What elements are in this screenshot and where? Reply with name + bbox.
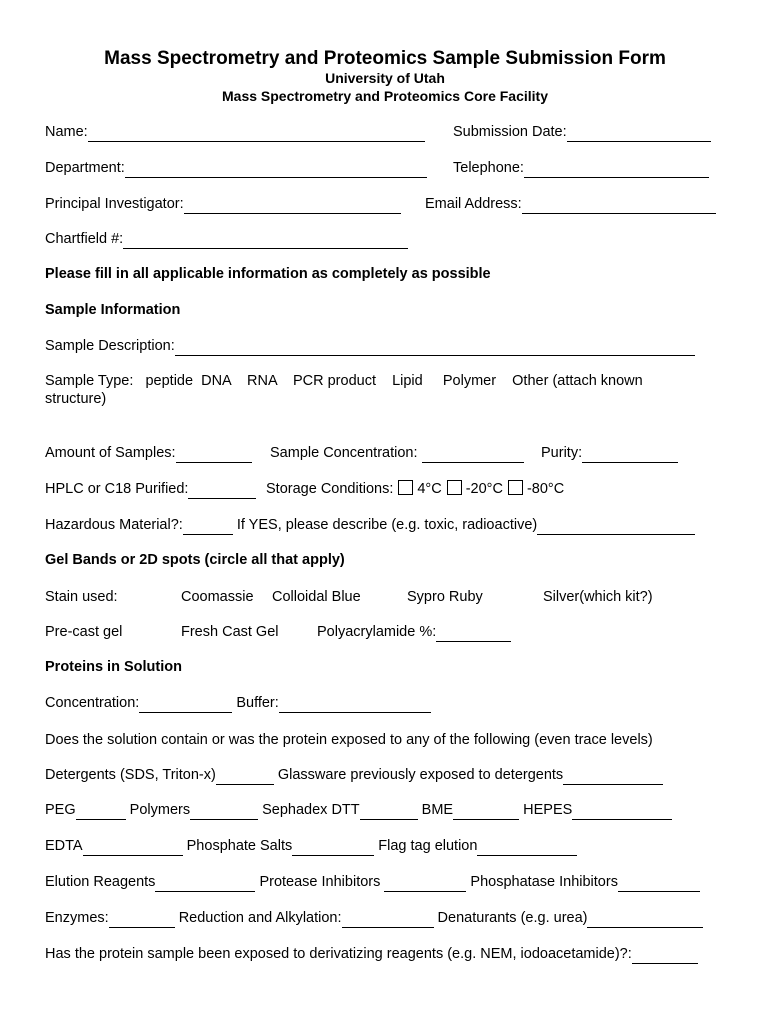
pi-blank[interactable] <box>184 199 401 214</box>
row-concentration-buffer <box>0 693 770 713</box>
gel-precast[interactable]: Pre-cast gel <box>45 624 123 640</box>
row-sample-description <box>0 336 770 356</box>
submission-date-field[interactable]: Submission Date: <box>453 122 711 142</box>
hplc-field[interactable]: HPLC or C18 Purified: <box>45 479 256 499</box>
row-pi <box>0 194 770 214</box>
storage-4c-checkbox[interactable] <box>398 480 413 495</box>
gel-heading: Gel Bands or 2D spots (circle all that apply) <box>45 552 345 568</box>
gel-fresh-cast[interactable]: Fresh Cast Gel <box>181 624 279 640</box>
stain-silver[interactable]: Silver(which kit?) <box>543 589 653 605</box>
amount-field[interactable]: Amount of Samples: <box>45 443 252 463</box>
protein-concentration-blank[interactable] <box>139 698 232 713</box>
instructions-row <box>0 264 770 284</box>
protease-blank[interactable] <box>384 877 466 892</box>
elution-blank[interactable] <box>155 877 255 892</box>
hazardous-blank[interactable] <box>183 520 233 535</box>
row-exposure-question <box>0 730 770 750</box>
row-gel-type <box>0 622 770 642</box>
derivatizing-field[interactable]: Has the protein sample been exposed to derivatizing reagents (e.g. NEM, iodoacetamide)?: <box>45 944 698 964</box>
detergents-blank[interactable] <box>216 770 274 785</box>
polyacrylamide-blank[interactable] <box>436 627 511 642</box>
storage-minus20c-checkbox[interactable] <box>447 480 462 495</box>
telephone-blank[interactable] <box>524 163 709 178</box>
peg-blank[interactable] <box>76 805 126 820</box>
instructions: Please fill in all applicable information as completely as possible <box>45 266 491 282</box>
edta-field[interactable]: EDTA Phosphate Salts Flag tag elution <box>45 836 577 856</box>
email-field[interactable]: Email Address: <box>425 194 716 214</box>
row-stain <box>0 587 770 607</box>
sample-info-heading: Sample Information <box>45 302 181 318</box>
protein-concentration-field[interactable]: Concentration: Buffer: <box>45 693 431 713</box>
detergents-field[interactable]: Detergents (SDS, Triton-x) Glassware previously exposed to detergents <box>45 765 663 785</box>
row-peg <box>0 800 770 820</box>
row-hplc <box>0 479 770 499</box>
email-blank[interactable] <box>522 199 716 214</box>
facility-name: Mass Spectrometry and Proteomics Core Facility <box>222 88 548 104</box>
form-title: Mass Spectrometry and Proteomics Sample Submission Form <box>104 48 666 69</box>
row-amount <box>0 443 770 463</box>
name-field[interactable]: Name: <box>45 122 425 142</box>
row-department <box>0 158 770 178</box>
storage-conditions: Storage Conditions: 4°C -20°C -80°C <box>266 481 565 497</box>
university-name: University of Utah <box>325 70 445 86</box>
enzymes-blank[interactable] <box>109 913 175 928</box>
sample-concentration-field[interactable]: Sample Concentration: <box>270 443 524 463</box>
edta-blank[interactable] <box>83 841 183 856</box>
stain-coomassie[interactable]: Coomassie <box>181 589 254 605</box>
elution-field[interactable]: Elution Reagents Protease Inhibitors Phosphatase Inhibitors <box>45 872 700 892</box>
chartfield-blank[interactable] <box>123 234 408 249</box>
derivatizing-blank[interactable] <box>632 949 698 964</box>
department-blank[interactable] <box>125 163 427 178</box>
storage-minus80c-checkbox[interactable] <box>508 480 523 495</box>
hazardous-describe-blank[interactable] <box>537 520 695 535</box>
row-derivatizing <box>0 944 770 964</box>
row-detergents <box>0 765 770 785</box>
peg-field[interactable]: PEG Polymers Sephadex DTT BME HEPES <box>45 800 672 820</box>
solution-heading-row <box>0 657 770 677</box>
denaturants-blank[interactable] <box>587 913 703 928</box>
glassware-blank[interactable] <box>563 770 663 785</box>
polyacrylamide-field[interactable]: Polyacrylamide %: <box>317 622 511 642</box>
buffer-blank[interactable] <box>279 698 431 713</box>
name-blank[interactable] <box>88 127 425 142</box>
phosphatase-blank[interactable] <box>618 877 700 892</box>
reduction-blank[interactable] <box>342 913 434 928</box>
sample-description-field[interactable]: Sample Description: <box>45 336 695 356</box>
row-elution <box>0 872 770 892</box>
purity-field[interactable]: Purity: <box>541 443 678 463</box>
chartfield-field[interactable]: Chartfield #: <box>45 229 408 249</box>
flag-blank[interactable] <box>477 841 577 856</box>
exposure-question: Does the solution contain or was the protein exposed to any of the following (even trace levels) <box>45 732 653 748</box>
hazardous-field[interactable]: Hazardous Material?: If YES, please describe (e.g. toxic, radioactive) <box>45 515 695 535</box>
amount-blank[interactable] <box>176 448 252 463</box>
stain-sypro-ruby[interactable]: Sypro Ruby <box>407 589 483 605</box>
row-chartfield <box>0 229 770 249</box>
department-field[interactable]: Department: <box>45 158 427 178</box>
enzymes-field[interactable]: Enzymes: Reduction and Alkylation: Denaturants (e.g. urea) <box>45 908 703 928</box>
gel-heading-row <box>0 550 770 570</box>
stain-label: Stain used: <box>45 589 118 605</box>
hplc-blank[interactable] <box>188 484 256 499</box>
purity-blank[interactable] <box>582 448 678 463</box>
pi-field[interactable]: Principal Investigator: <box>45 194 401 214</box>
row-name <box>0 122 770 142</box>
sample-concentration-blank[interactable] <box>422 448 524 463</box>
phosphate-blank[interactable] <box>292 841 374 856</box>
telephone-field[interactable]: Telephone: <box>453 158 709 178</box>
stain-colloidal-blue[interactable]: Colloidal Blue <box>272 589 361 605</box>
sample-info-heading-row <box>0 300 770 320</box>
sample-description-blank[interactable] <box>175 341 695 356</box>
polymers-blank[interactable] <box>190 805 258 820</box>
submission-date-blank[interactable] <box>567 127 711 142</box>
sephadex-blank[interactable] <box>360 805 418 820</box>
sample-type-options[interactable]: Sample Type: peptide DNA RNA PCR product Lipid Polymer Other (attach known structure) <box>45 373 647 407</box>
row-sample-type <box>0 372 770 412</box>
bme-blank[interactable] <box>453 805 519 820</box>
hepes-blank[interactable] <box>572 805 672 820</box>
row-enzymes <box>0 908 770 928</box>
solution-heading: Proteins in Solution <box>45 659 182 675</box>
row-edta <box>0 836 770 856</box>
row-hazardous <box>0 515 770 535</box>
